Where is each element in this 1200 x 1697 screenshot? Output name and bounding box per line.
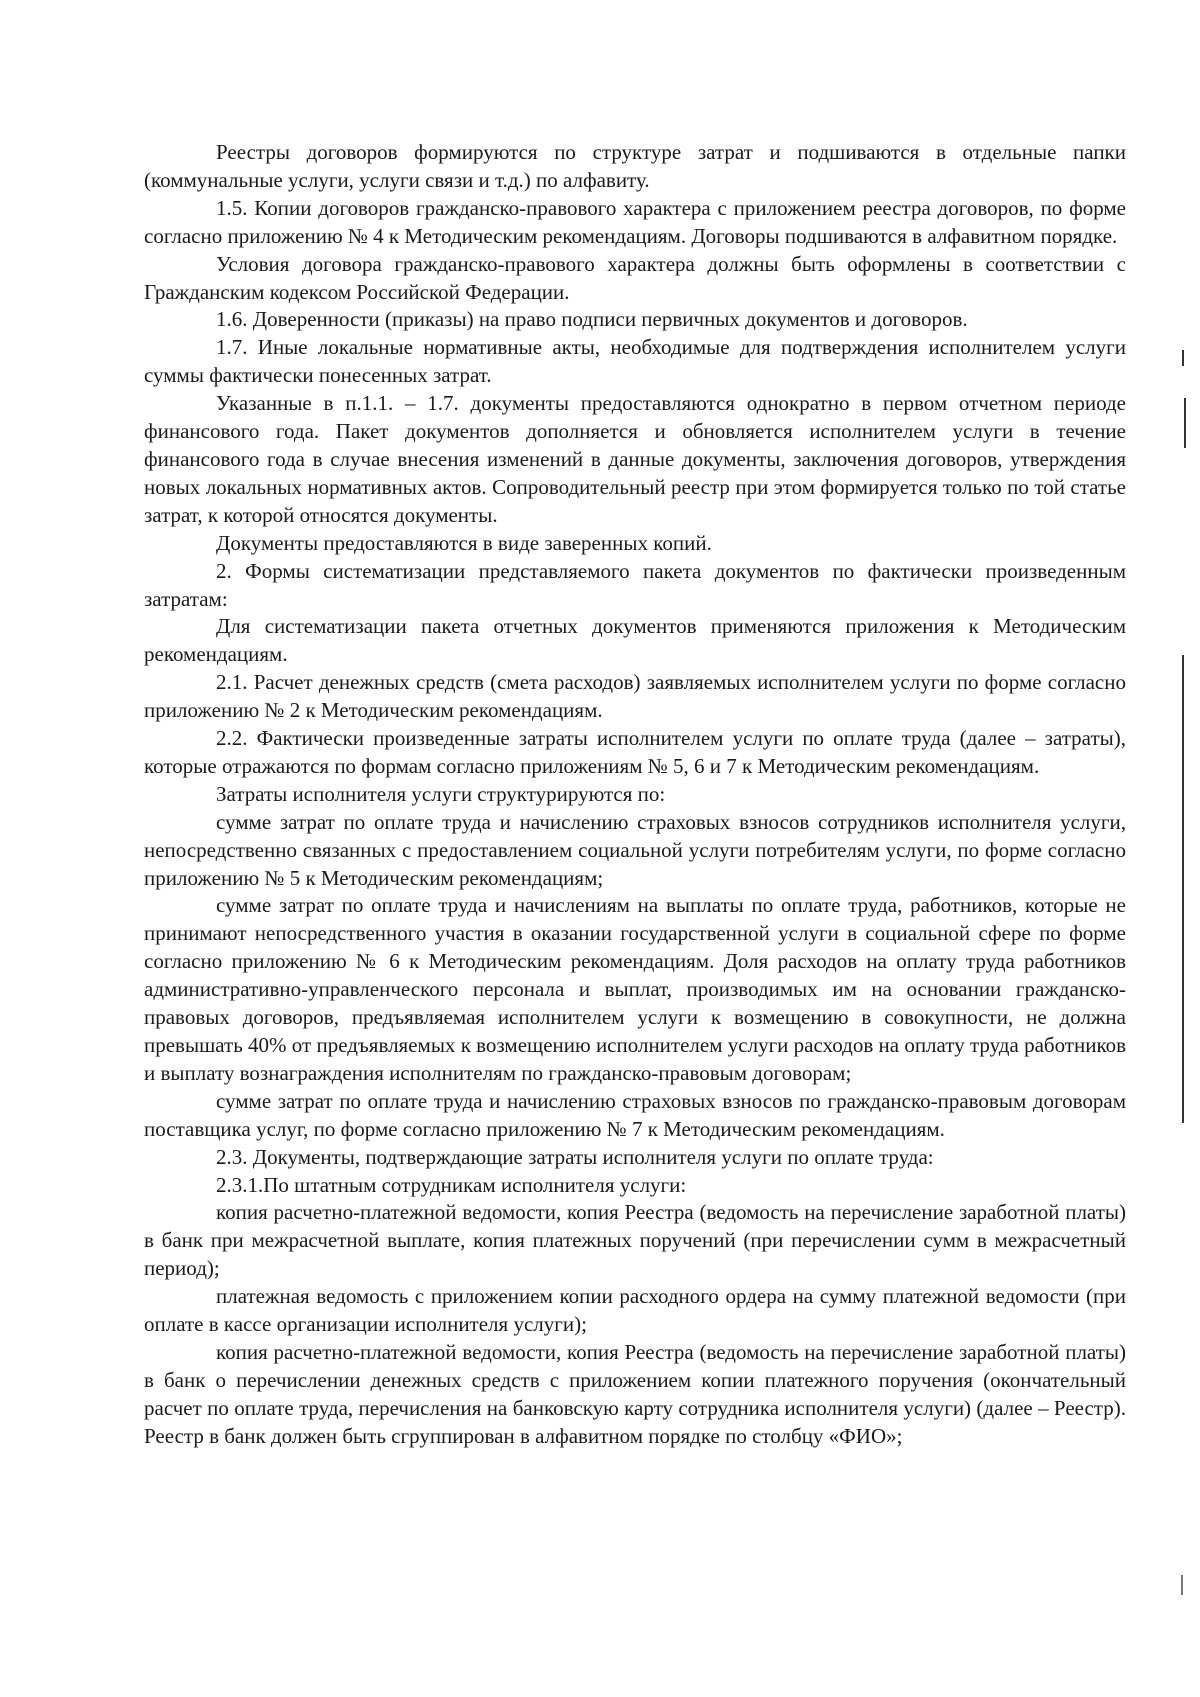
scan-edge-marks [1180,0,1200,1697]
paragraph-cost-item-5: сумме затрат по оплате труда и начислению страховых взносов сотрудников исполнителя услуги, непосредственно связанных с предоставлением социальной услуги потребителям услуги, по форме согласно приложению № 5 к Методическим рекомендациям; [144,809,1126,890]
paragraph-1-7: 1.7. Иные локальные нормативные акты, необходимые для подтверждения исполнителем услуги суммы фактически понесенных затрат. [144,335,1126,388]
scan-edge-mark [1182,350,1184,366]
paragraph-2-3-1: 2.3.1.По штатным сотрудникам исполнителя услуги: [216,1172,687,1197]
paragraph-2-3: 2.3. Документы, подтверждающие затраты исполнителя услуги по оплате труда: [216,1144,934,1169]
scan-edge-mark [1184,398,1186,448]
paragraph-1-6: 1.6. Доверенности (приказы) на право подписи первичных документов и договоров. [216,307,968,332]
paragraph-systematization: Для систематизации пакета отчетных документов применяются приложения к Методическим рекомендациям. [144,614,1126,667]
paragraph-2-1: 2.1. Расчет денежных средств (смета расходов) заявляемых исполнителем услуги по форме согласно приложению № 2 к Методическим рекомендациям. [144,670,1126,723]
paragraph-certified-copies: Документы предоставляются в виде заверенных копий. [216,530,712,555]
paragraph-payroll-copy: копия расчетно-платежной ведомости, копия Реестра (ведомость на перечисление заработной платы) в банк при межрасчетной выплате, копия платежных поручений (при перечислении сумм в межрасчетный период); [144,1200,1126,1281]
paragraph-cost-structure: Затраты исполнителя услуги структурируются по: [216,781,666,806]
paragraph-cash-payroll: платежная ведомость с приложением копии расходного ордера на сумму платежной ведомости (при оплате в кассе организации исполнителя услуги); [144,1284,1126,1337]
paragraph-1-5: 1.5. Копии договоров гражданско-правового характера с приложением реестра договоров, по форме согласно приложению № 4 к Методическим рекомендациям. Договоры подшиваются в алфавитном порядке. [144,195,1126,248]
document-body [144,139,1126,1451]
paragraph-submission-terms: Указанные в п.1.1. – 1.7. документы предоставляются однократно в первом отчетном периоде финансового года. Пакет документов дополняется и обновляется исполнителем услуги в течение финансового года в случае внесения изменений в данные документы, заключения договоров, утверждения новых локальных нормативных актов. Сопроводительный реестр при этом формируется только по той статье затрат, к которой относятся документы. [144,391,1126,527]
paragraph-contract-registers: Реестры договоров формируются по структуре затрат и подшиваются в отдельные папки (коммунальные услуги, услуги связи и т.д.) по алфавиту. [144,140,1126,192]
paragraph-2-2: 2.2. Фактически произведенные затраты исполнителем услуги по оплате труда (далее – затраты), которые отражаются по формам согласно приложениям № 5, 6 и 7 к Методическим рекомендациям. [144,726,1126,778]
paragraph-cost-item-6: сумме затрат по оплате труда и начислениям на выплаты по оплате труда, работников, которые не принимают непосредственного участия в оказании государственной услуги в социальной сфере по форме согласно приложению № 6 к Методическим рекомендациям. Доля расходов на оплату труда работников административно-управленческого персонала и выплат, производимых им на основании гражданско-правовых договоров, предъявляемая исполнителем услуги к возмещению в совокупности, не должна превышать 40% от предъявляемых к возмещению исполнителем услуги расходов на оплату труда работников и выплату вознаграждения исполнителям по гражданско-правовым договорам; [144,893,1126,1085]
paragraph-cost-item-7: сумме затрат по оплате труда и начислению страховых взносов по гражданско-правовым договорам поставщика услуг, по форме согласно приложению № 7 к Методическим рекомендациям. [144,1088,1126,1141]
paragraph-2: 2. Формы систематизации представляемого пакета документов по фактически произведенным затратам: [144,558,1126,611]
scan-edge-mark [1181,1575,1183,1595]
paragraph-bank-register: копия расчетно-платежной ведомости, копия Реестра (ведомость на перечисление заработной платы) в банк о перечислении денежных средств с приложением копии платежного поручения (окончательный расчет по оплате труда, перечисления на банковскую карту сотрудника исполнителя услуги) (далее – Реестр). Реестр в банк должен быть сгруппирован в алфавитном порядке по столбцу «ФИО»; [144,1339,1126,1448]
scan-edge-mark [1182,655,1184,1123]
paragraph-contract-terms: Условия договора гражданско-правового характера должны быть оформлены в соответствии с Гражданским кодексом Российской Федерации. [144,251,1126,304]
